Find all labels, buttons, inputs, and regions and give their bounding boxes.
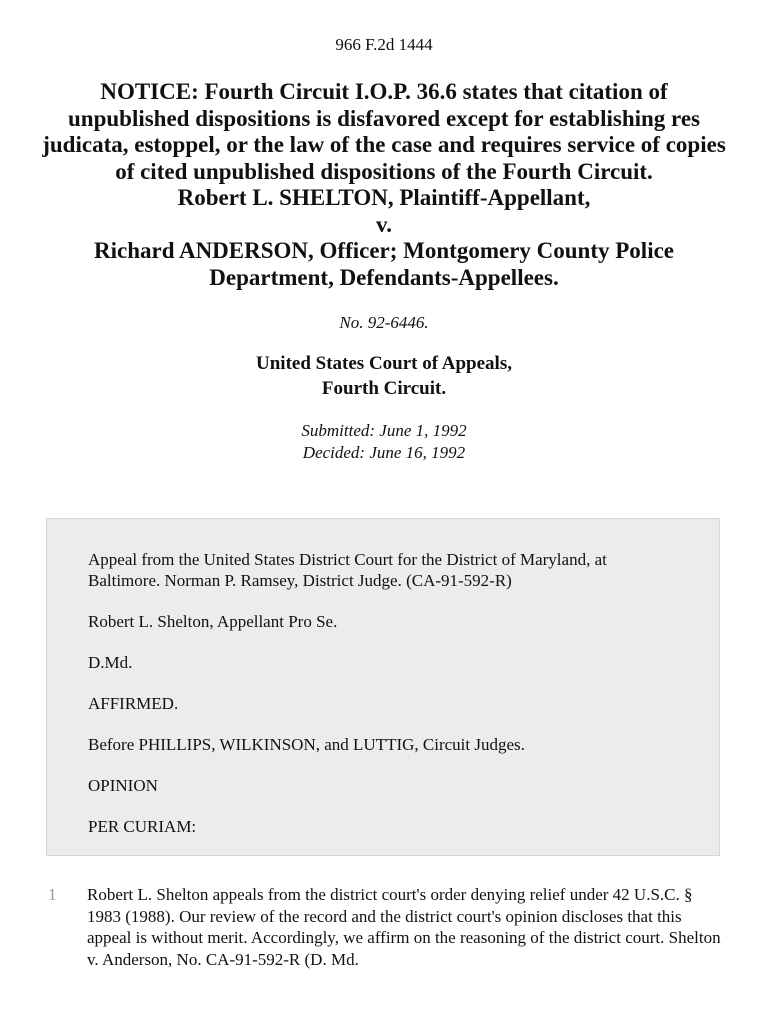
court-name-line-2: Fourth Circuit. — [321, 378, 447, 399]
disposition-text: AFFIRMED. — [88, 694, 179, 713]
defendants-line: Richard ANDERSON, Officer; Montgomery County Police Department, Defendants-Appellees. — [93, 238, 675, 290]
plaintiff-line: Robert L. SHELTON, Plaintiff-Appellant, — [177, 185, 591, 210]
case-summary-content — [47, 519, 719, 837]
opinion-paragraph: Robert L. Shelton appeals from the district court's order denying relief under 42 U.S.C. § 1983 (1988). Our review of the record and the district court's opinion discloses that this appeal is without merit. Accordingly, we affirm on the reasoning of the district court. Shelton v. Anderson, No. CA-91-592-R (D. Md. — [87, 885, 721, 969]
appellant-text: Robert L. Shelton, Appellant Pro Se. — [88, 612, 338, 631]
opinion-label: OPINION — [88, 776, 158, 795]
docket-number: No. 92-6446. — [339, 313, 429, 332]
case-citation: 966 F.2d 1444 — [335, 35, 433, 54]
case-summary-box — [46, 518, 720, 856]
versus-line: v. — [376, 211, 392, 237]
case-title — [39, 79, 729, 291]
decided-date: Decided: June 16, 1992 — [302, 443, 466, 462]
panel-text: Before PHILLIPS, WILKINSON, and LUTTIG, Circuit Judges. — [88, 735, 525, 754]
per-curiam-label: PER CURIAM: — [88, 817, 197, 836]
appeal-from-text: Appeal from the United States District Court for the District of Maryland, at Baltimore. Norman P. Ramsey, District Judge. (CA-91-592-R) — [88, 550, 607, 590]
case-dates — [0, 420, 768, 464]
paragraph-number: 1 — [48, 885, 57, 904]
submitted-date: Submitted: June 1, 1992 — [301, 421, 467, 440]
court-abbreviation: D.Md. — [88, 653, 133, 672]
publication-notice: NOTICE: Fourth Circuit I.O.P. 36.6 states that citation of unpublished dispositions is disfavored except for establishing res judicata, estoppel, or the law of the case and requires service of copies of cited unpublished dispositions of the Fourth Circuit. — [42, 79, 726, 184]
court-name-line-1: United States Court of Appeals, — [256, 353, 512, 374]
court-name — [0, 351, 768, 401]
